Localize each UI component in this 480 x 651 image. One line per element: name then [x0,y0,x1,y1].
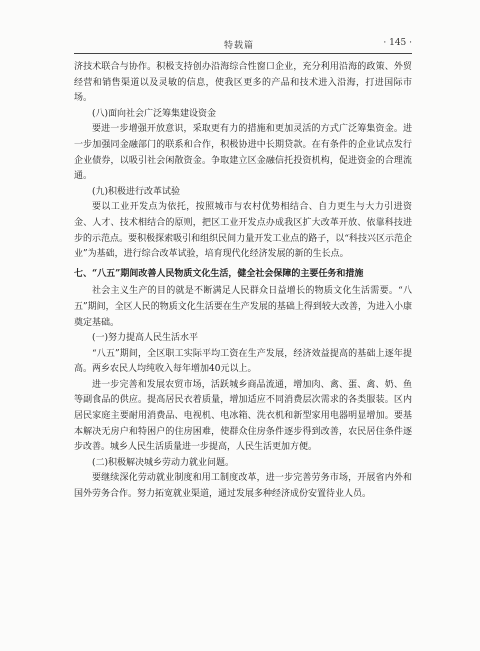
subheading-2: (二)积极解决城乡劳动力就业问题。 [92,457,235,468]
paragraph-continued: 济技术联合与协作。积极支持创办沿海综合性窗口企业，充分利用沿海的政策、外贸经营和销售渠道以及灵敏的信息，使我区更多的产品和技术进入沿海，打进国际市场。 [74,62,412,104]
subheading-1: (一)努力提高人民生活水平 [92,333,199,344]
paragraph: 社会主义生产的目的就是不断满足人民群众日益增长的物质文化生活需要。“八五”期间，全区人民的物质文化生活要在生产发展的基础上得到较大改善，为进入小康奠定基础。 [74,286,412,328]
body-text [74,60,412,503]
subheading-8: (八)面向社会广泛筹集建设资金 [92,108,217,119]
page-header [74,36,412,52]
subheading-9: (九)积极进行改革试验 [92,186,181,197]
paragraph: “八五”期间，全区职工实际平均工资在生产发展，经济效益提高的基础上逐年提高。两乡农民人均纯收入每年增加40元以上。 [74,348,412,375]
page-number: · 145 · [383,38,412,48]
header-rule [74,53,412,54]
paragraph: 要以工业开发点为依托，按照城市与农村优势相结合、自力更生与大力引进资金、人才、技术相结合的原则，把区工业开发点办成我区扩大改革开放、依靠科技进步的示范点。要积极探索吸引和组织民间力量开发工业点的路子，以“科技兴区示范企业”为基础，进行综合改革试验，培育现代化经济发展的新的生长点。 [74,202,412,260]
paragraph: 进一步完善和发展农贸市场，活跃城乡商品流通，增加肉、禽、蛋、禽、奶、鱼等副食品的供应。提高居民衣着质量，增加适应不同消费层次需求的各类服装。区内居民家庭主要耐用消费品、电视机、电冰箱、洗衣机和新型家用电器明显增加。要基本解决无房户和特困户的住房困难，使群众住房条件逐步得到改善，农民居住条件逐步改善。城乡人民生活质量进一步提高，人民生活更加方便。 [74,379,412,453]
paragraph: 要继续深化劳动就业制度和用工制度改革，进一步完善劳务市场，开展省内外和国外劳务合作。努力拓宽就业渠道，通过发展多种经济成份安置待业人员。 [74,473,412,500]
paragraph: 要进一步增强开放意识，采取更有力的措施和更加灵活的方式广泛筹集资金。进一步加强同金融部门的联系和合作，积极协进中长期贷款。在有条件的企业试点发行企业债券，以吸引社会闲散资金。争取建立区金融信托投资机构，促进资金的合理流通。 [74,124,412,182]
section-title: 特载篇 [224,41,255,51]
chapter-heading-7: 七、“八五”期间改善人民物质文化生活，健全社会保障的主要任务和措施 [74,268,364,279]
